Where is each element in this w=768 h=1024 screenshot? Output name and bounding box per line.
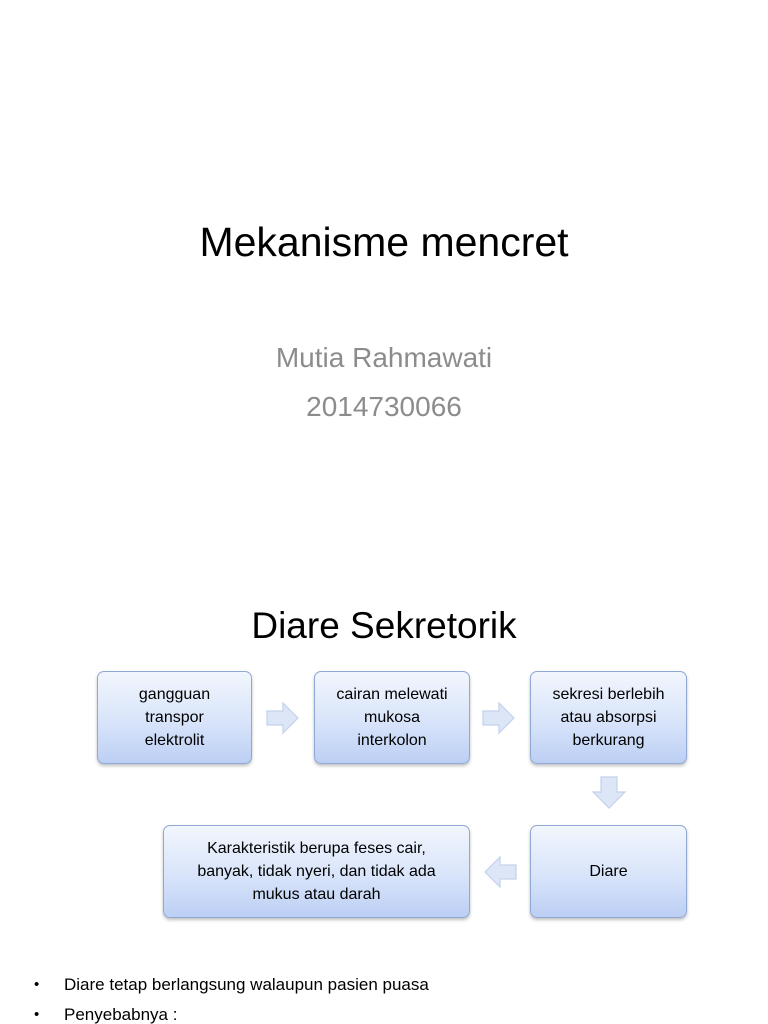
right-arrow-icon — [481, 700, 517, 736]
flow-box-line: berkurang — [572, 732, 645, 749]
slide-title: Diare Sekretorik — [251, 605, 517, 646]
flow-box-line: mukosa — [363, 709, 421, 726]
flow-box-diarrhea — [530, 825, 687, 918]
down-arrow-icon — [590, 775, 628, 811]
flow-box-line: cairan melewati — [336, 686, 448, 703]
flow-box-line: Diare — [589, 863, 628, 880]
student-id: 2014730066 — [306, 391, 462, 422]
flow-box-line: atau absorpsi — [560, 709, 657, 726]
flow-box-characteristics — [163, 825, 470, 918]
bullet-text: Diare tetap berlangsung walaupun pasien puasa — [64, 975, 429, 994]
bullet-text: Penyebabnya : — [64, 1005, 178, 1024]
slide-title: Mekanisme mencret — [199, 219, 569, 265]
flow-box-secretion — [530, 671, 687, 764]
bullet-icon: • — [34, 1006, 40, 1023]
left-arrow-icon — [482, 854, 518, 890]
bullet-list — [30, 970, 750, 1024]
flow-box-fluid-mucosa — [314, 671, 470, 764]
flow-box-line: elektrolit — [144, 732, 205, 749]
flow-box-line: Karakteristik berupa feses cair, — [207, 840, 426, 857]
bullet-item — [30, 970, 750, 1000]
flow-box-line: sekresi berlebih — [552, 686, 665, 703]
flow-box-line: gangguan — [138, 686, 211, 703]
flow-box-line: interkolon — [357, 732, 427, 749]
bullet-icon: • — [34, 976, 40, 993]
flow-box-transport-disorder — [97, 671, 252, 764]
author-name: Mutia Rahmawati — [275, 342, 493, 373]
flow-box-line: banyak, tidak nyeri, dan tidak ada — [197, 863, 436, 880]
flow-box-line: mukus atau darah — [252, 886, 381, 903]
slide-subtitle — [0, 333, 768, 431]
bullet-item — [30, 1000, 750, 1024]
flow-box-line: transpor — [145, 709, 204, 726]
right-arrow-icon — [265, 700, 301, 736]
content-slide — [0, 576, 768, 1024]
